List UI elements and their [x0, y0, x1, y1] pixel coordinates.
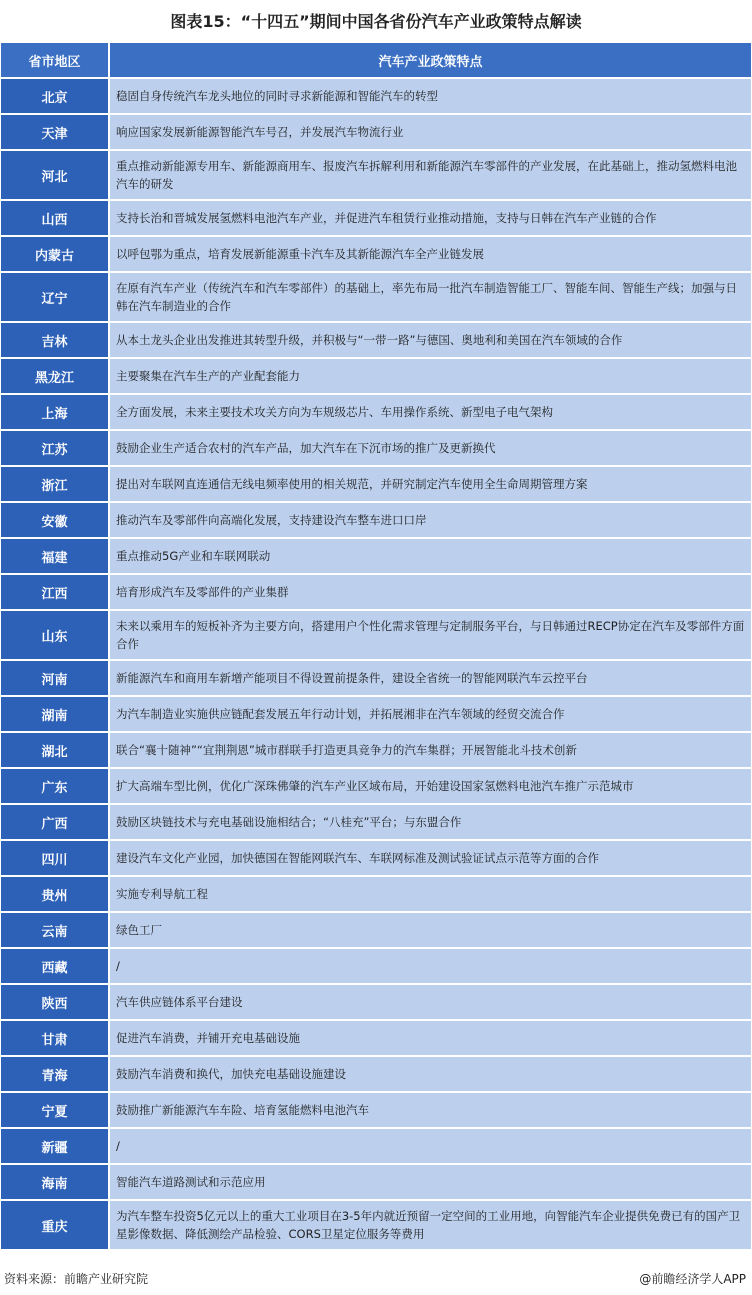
- policy-cell: /: [110, 949, 751, 983]
- table-row: [1, 913, 751, 947]
- table-row: [1, 733, 751, 767]
- table-header-row: [1, 43, 751, 77]
- province-cell: 河南: [1, 661, 110, 695]
- policy-cell: 全方面发展，未来主要技术攻关方向为车规级芯片、车用操作系统、新型电子电气架构: [110, 395, 751, 429]
- footer: [0, 1268, 752, 1288]
- province-cell: 山东: [1, 611, 110, 659]
- policy-table: [1, 41, 751, 1251]
- province-cell: 北京: [1, 79, 110, 113]
- policy-cell: 从本土龙头企业出发推进其转型升级，并积极与“一带一路”与德国、奥地利和美国在汽车领域的合作: [110, 323, 751, 357]
- province-cell: 重庆: [1, 1201, 110, 1249]
- policy-cell: 为汽车整车投资5亿元以上的重大工业项目在3-5年内就近预留一定空间的工业用地，向智能汽车企业提供免费已有的国产卫星影像数据、降低测绘产品检验、CORS卫星定位服务等费用: [110, 1201, 751, 1249]
- province-cell: 青海: [1, 1057, 110, 1091]
- table-row: [1, 985, 751, 1019]
- table-row: [1, 611, 751, 659]
- policy-cell: 促进汽车消费，并铺开充电基础设施: [110, 1021, 751, 1055]
- table-row: [1, 395, 751, 429]
- table-row: [1, 431, 751, 465]
- table-row: [1, 539, 751, 573]
- source-note: 资料来源：前瞻产业研究院: [4, 1272, 149, 1286]
- policy-cell: 重点推动新能源专用车、新能源商用车、报废汽车拆解利用和新能源汽车零部件的产业发展，在此基础上，推动氢燃料电池汽车的研发: [110, 151, 751, 199]
- province-cell: 河北: [1, 151, 110, 199]
- policy-cell: 在原有汽车产业（传统汽车和汽车零部件）的基础上，率先布局一批汽车制造智能工厂、智能车间、智能生产线；加强与日韩在汽车制造业的合作: [110, 273, 751, 321]
- policy-cell: 绿色工厂: [110, 913, 751, 947]
- province-cell: 陕西: [1, 985, 110, 1019]
- province-cell: 黑龙江: [1, 359, 110, 393]
- policy-cell: 新能源汽车和商用车新增产能项目不得设置前提条件，建设全省统一的智能网联汽车云控平台: [110, 661, 751, 695]
- table-row: [1, 503, 751, 537]
- province-cell: 山西: [1, 201, 110, 235]
- province-cell: 吉林: [1, 323, 110, 357]
- province-cell: 新疆: [1, 1129, 110, 1163]
- policy-cell: 鼓励汽车消费和换代，加快充电基础设施建设: [110, 1057, 751, 1091]
- policy-cell: 重点推动5G产业和车联网联动: [110, 539, 751, 573]
- table-row: [1, 201, 751, 235]
- table-row: [1, 1021, 751, 1055]
- province-cell: 天津: [1, 115, 110, 149]
- policy-cell: 支持长治和晋城发展氢燃料电池汽车产业，并促进汽车租赁行业推动措施，支持与日韩在汽车产业链的合作: [110, 201, 751, 235]
- table-row: [1, 949, 751, 983]
- policy-cell: 推动汽车及零部件向高端化发展，支持建设汽车整车进口口岸: [110, 503, 751, 537]
- policy-cell: 智能汽车道路测试和示范应用: [110, 1165, 751, 1199]
- province-cell: 湖南: [1, 697, 110, 731]
- table-row: [1, 151, 751, 199]
- policy-cell: 实施专利导航工程: [110, 877, 751, 911]
- app-credit: @前瞻经济学人APP: [639, 1272, 746, 1286]
- policy-cell: 鼓励区块链技术与充电基础设施相结合；“八桂充”平台；与东盟合作: [110, 805, 751, 839]
- table-row: [1, 1057, 751, 1091]
- policy-cell: 提出对车联网直连通信无线电频率使用的相关规范，并研究制定汽车使用全生命周期管理方案: [110, 467, 751, 501]
- table-row: [1, 323, 751, 357]
- province-cell: 江西: [1, 575, 110, 609]
- header-policy: 汽车产业政策特点: [110, 43, 751, 77]
- table-row: [1, 1165, 751, 1199]
- table-row: [1, 1093, 751, 1127]
- province-cell: 浙江: [1, 467, 110, 501]
- province-cell: 甘肃: [1, 1021, 110, 1055]
- table-row: [1, 805, 751, 839]
- header-province: 省市地区: [1, 43, 110, 77]
- policy-cell: 培育形成汽车及零部件的产业集群: [110, 575, 751, 609]
- policy-cell: 扩大高端车型比例，优化广深珠佛肇的汽车产业区域布局，开始建设国家氢燃料电池汽车推广示范城市: [110, 769, 751, 803]
- province-cell: 贵州: [1, 877, 110, 911]
- policy-cell: /: [110, 1129, 751, 1163]
- policy-cell: 响应国家发展新能源智能汽车号召，并发展汽车物流行业: [110, 115, 751, 149]
- province-cell: 西藏: [1, 949, 110, 983]
- policy-cell: 鼓励企业生产适合农村的汽车产品，加大汽车在下沉市场的推广及更新换代: [110, 431, 751, 465]
- table-row: [1, 359, 751, 393]
- table-row: [1, 769, 751, 803]
- table-row: [1, 237, 751, 271]
- policy-cell: 联合“襄十随神”“宜荆荆恩”城市群联手打造更具竞争力的汽车集群；开展智能北斗技术创新: [110, 733, 751, 767]
- policy-cell: 建设汽车文化产业园，加快德国在智能网联汽车、车联网标准及测试验证试点示范等方面的合作: [110, 841, 751, 875]
- table-row: [1, 841, 751, 875]
- policy-cell: 为汽车制造业实施供应链配套发展五年行动计划，并拓展湘非在汽车领域的经贸交流合作: [110, 697, 751, 731]
- table-row: [1, 661, 751, 695]
- province-cell: 上海: [1, 395, 110, 429]
- policy-cell: 汽车供应链体系平台建设: [110, 985, 751, 1019]
- policy-cell: 未来以乘用车的短板补齐为主要方向，搭建用户个性化需求管理与定制服务平台，与日韩通过RECP协定在汽车及零部件方面合作: [110, 611, 751, 659]
- province-cell: 福建: [1, 539, 110, 573]
- province-cell: 辽宁: [1, 273, 110, 321]
- page-title: 图表15：“十四五”期间中国各省份汽车产业政策特点解读: [170, 11, 582, 31]
- province-cell: 广东: [1, 769, 110, 803]
- table-row: [1, 467, 751, 501]
- table-row: [1, 877, 751, 911]
- table-row: [1, 1129, 751, 1163]
- province-cell: 江苏: [1, 431, 110, 465]
- table-row: [1, 575, 751, 609]
- table-row: [1, 273, 751, 321]
- province-cell: 安徽: [1, 503, 110, 537]
- province-cell: 内蒙古: [1, 237, 110, 271]
- table-row: [1, 115, 751, 149]
- province-cell: 云南: [1, 913, 110, 947]
- policy-cell: 以呼包鄂为重点，培育发展新能源重卡汽车及其新能源汽车全产业链发展: [110, 237, 751, 271]
- province-cell: 湖北: [1, 733, 110, 767]
- policy-cell: 鼓励推广新能源汽车车险、培育氢能燃料电池汽车: [110, 1093, 751, 1127]
- province-cell: 四川: [1, 841, 110, 875]
- province-cell: 海南: [1, 1165, 110, 1199]
- table-row: [1, 1201, 751, 1249]
- table-row: [1, 79, 751, 113]
- province-cell: 广西: [1, 805, 110, 839]
- table-row: [1, 697, 751, 731]
- policy-cell: 稳固自身传统汽车龙头地位的同时寻求新能源和智能汽车的转型: [110, 79, 751, 113]
- province-cell: 宁夏: [1, 1093, 110, 1127]
- policy-cell: 主要聚集在汽车生产的产业配套能力: [110, 359, 751, 393]
